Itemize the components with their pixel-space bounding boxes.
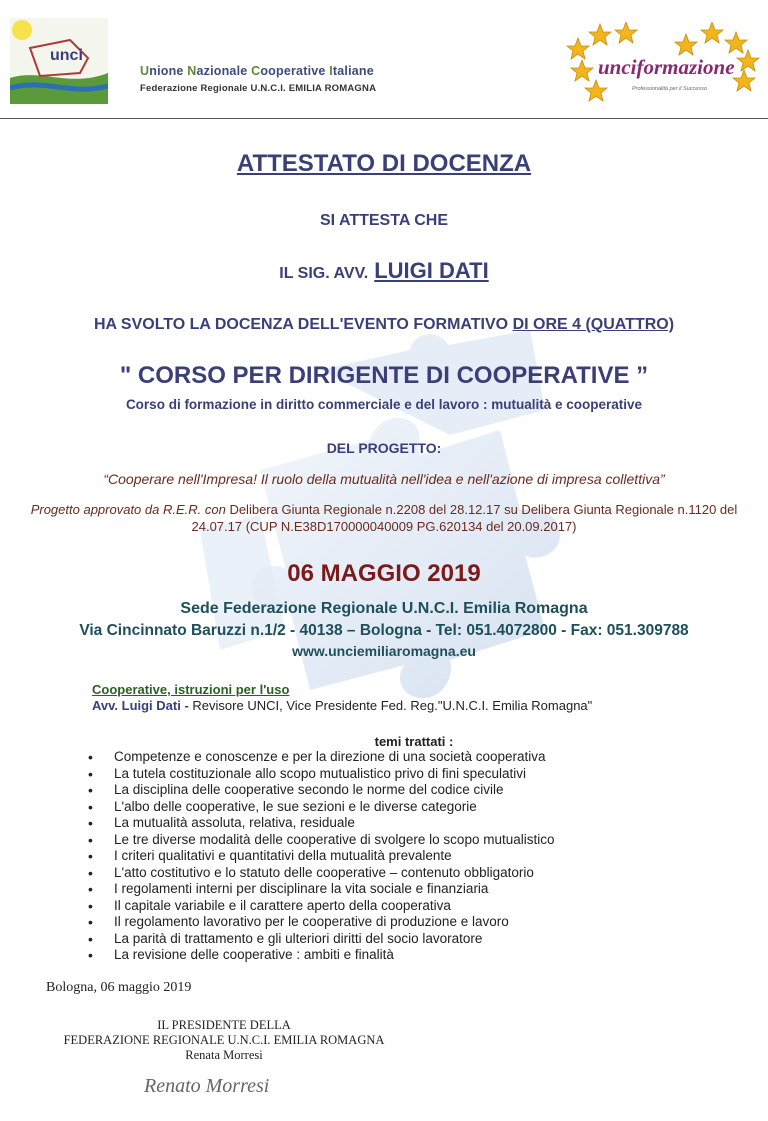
- docenza-hours: DI ORE 4 (QUATTRO): [512, 316, 675, 333]
- certificate-title: ATTESTATO DI DOCENZA: [236, 150, 532, 177]
- event-date: 06 MAGGIO 2019: [287, 560, 481, 587]
- recipient-name: LUIGI DATI: [374, 258, 489, 283]
- progetto-title: “Cooperare nell'Impresa! Il ruolo della mutualità nell'idea e nell'azione di impresa collettiva”: [103, 471, 665, 487]
- progetto-label: DEL PROGETTO:: [326, 440, 442, 456]
- approval-text: Progetto approvato da R.E.R. con Delibera Giunta Regionale n.2208 del 28.12.17 su Delibera Giunta Regionale n.1120 del 24.07.17 (CUP N.E38D170000040009 PG.620134 del 20.09.2017): [30, 502, 738, 534]
- course-title: " CORSO PER DIRIGENTE DI COOPERATIVE ”: [119, 362, 649, 389]
- docenza-line: HA SVOLTO LA DOCENZA DELL'EVENTO FORMATIVO DI ORE 4 (QUATTRO): [93, 316, 675, 333]
- teacher-role: Revisore UNCI, Vice Presidente Fed. Reg."U.N.C.I. Emilia Romagna": [188, 698, 593, 713]
- list-item: • Competenze e conoscenze e per la direzione di una società cooperativa: [88, 749, 554, 766]
- list-item: • L'albo delle cooperative, le sue sezioni e le diverse categorie: [88, 799, 554, 816]
- teacher-name: Avv. Luigi Dati -: [92, 698, 189, 713]
- list-item: • La mutualità assoluta, relativa, residuale: [88, 815, 554, 832]
- unci-logo-text: unci: [50, 47, 83, 64]
- unciformazione-logo: [566, 22, 762, 102]
- topics-list: [88, 749, 554, 964]
- president-title-line1: IL PRESIDENTE DELLA: [157, 1018, 291, 1032]
- list-item: • La disciplina delle cooperative secondo le norme del codice civile: [88, 782, 554, 799]
- unciformazione-tagline: Professionalità per il Successo: [632, 86, 707, 92]
- org-subtitle: Federazione Regionale U.N.C.I. EMILIA ROMAGNA: [140, 83, 377, 94]
- module-title: Cooperative, istruzioni per l'uso: [92, 682, 290, 697]
- website-link[interactable]: www.unciemiliaromagna.eu: [292, 643, 476, 659]
- signature: [144, 1068, 294, 1102]
- header-divider: [0, 118, 768, 119]
- recipient-prefix: IL SIG. AVV.: [279, 265, 369, 282]
- venue-address: Via Cincinnato Baruzzi n.1/2 - 40138 – Bologna - Tel: 051.4072800 - Fax: 051.309788: [79, 622, 689, 639]
- teacher-line: [92, 698, 592, 713]
- unci-logo: [10, 18, 108, 104]
- list-item: • La revisione delle cooperative : ambiti e finalità: [88, 947, 554, 964]
- attesta-line: SI ATTESTA CHE: [320, 212, 448, 229]
- place-date: Bologna, 06 maggio 2019: [46, 980, 192, 995]
- header-org-block: [140, 64, 376, 94]
- president-title-line2: FEDERAZIONE REGIONALE U.N.C.I. EMILIA ROMAGNA: [63, 1033, 385, 1047]
- list-item: • Il capitale variabile e il carattere aperto della cooperativa: [88, 898, 554, 915]
- list-item: • La parità di trattamento e gli ulteriori diritti del socio lavoratore: [88, 931, 554, 948]
- org-name: Unione Nazionale Cooperative Italiane: [140, 64, 374, 78]
- recipient-line: [0, 258, 768, 284]
- list-item: • L'atto costitutivo e lo statuto delle cooperative – contenuto obbligatorio: [88, 865, 554, 882]
- unciformazione-logo-text: unciformazione: [598, 55, 735, 79]
- list-item: • I criteri qualitativi e quantitativi della mutualità prevalente: [88, 848, 554, 865]
- venue-name: Sede Federazione Regionale U.N.C.I. Emilia Romagna: [180, 600, 588, 617]
- president-name: Renata Morresi: [185, 1048, 263, 1062]
- topics-title: temi trattati :: [374, 734, 454, 749]
- svg-text:Renato Morresi: Renato Morresi: [144, 1075, 270, 1097]
- list-item: • La tutela costituzionale allo scopo mutualistico privo di fini speculativi: [88, 766, 554, 783]
- list-item: • Il regolamento lavorativo per le cooperative di produzione e lavoro: [88, 914, 554, 931]
- course-subtitle: Corso di formazione in diritto commerciale e del lavoro : mutualità e cooperative: [125, 397, 643, 412]
- president-block: [44, 1018, 404, 1063]
- list-item: • Le tre diverse modalità delle cooperative di svolgere lo scopo mutualistico: [88, 832, 554, 849]
- list-item: • I regolamenti interni per disciplinare la vita sociale e finanziaria: [88, 881, 554, 898]
